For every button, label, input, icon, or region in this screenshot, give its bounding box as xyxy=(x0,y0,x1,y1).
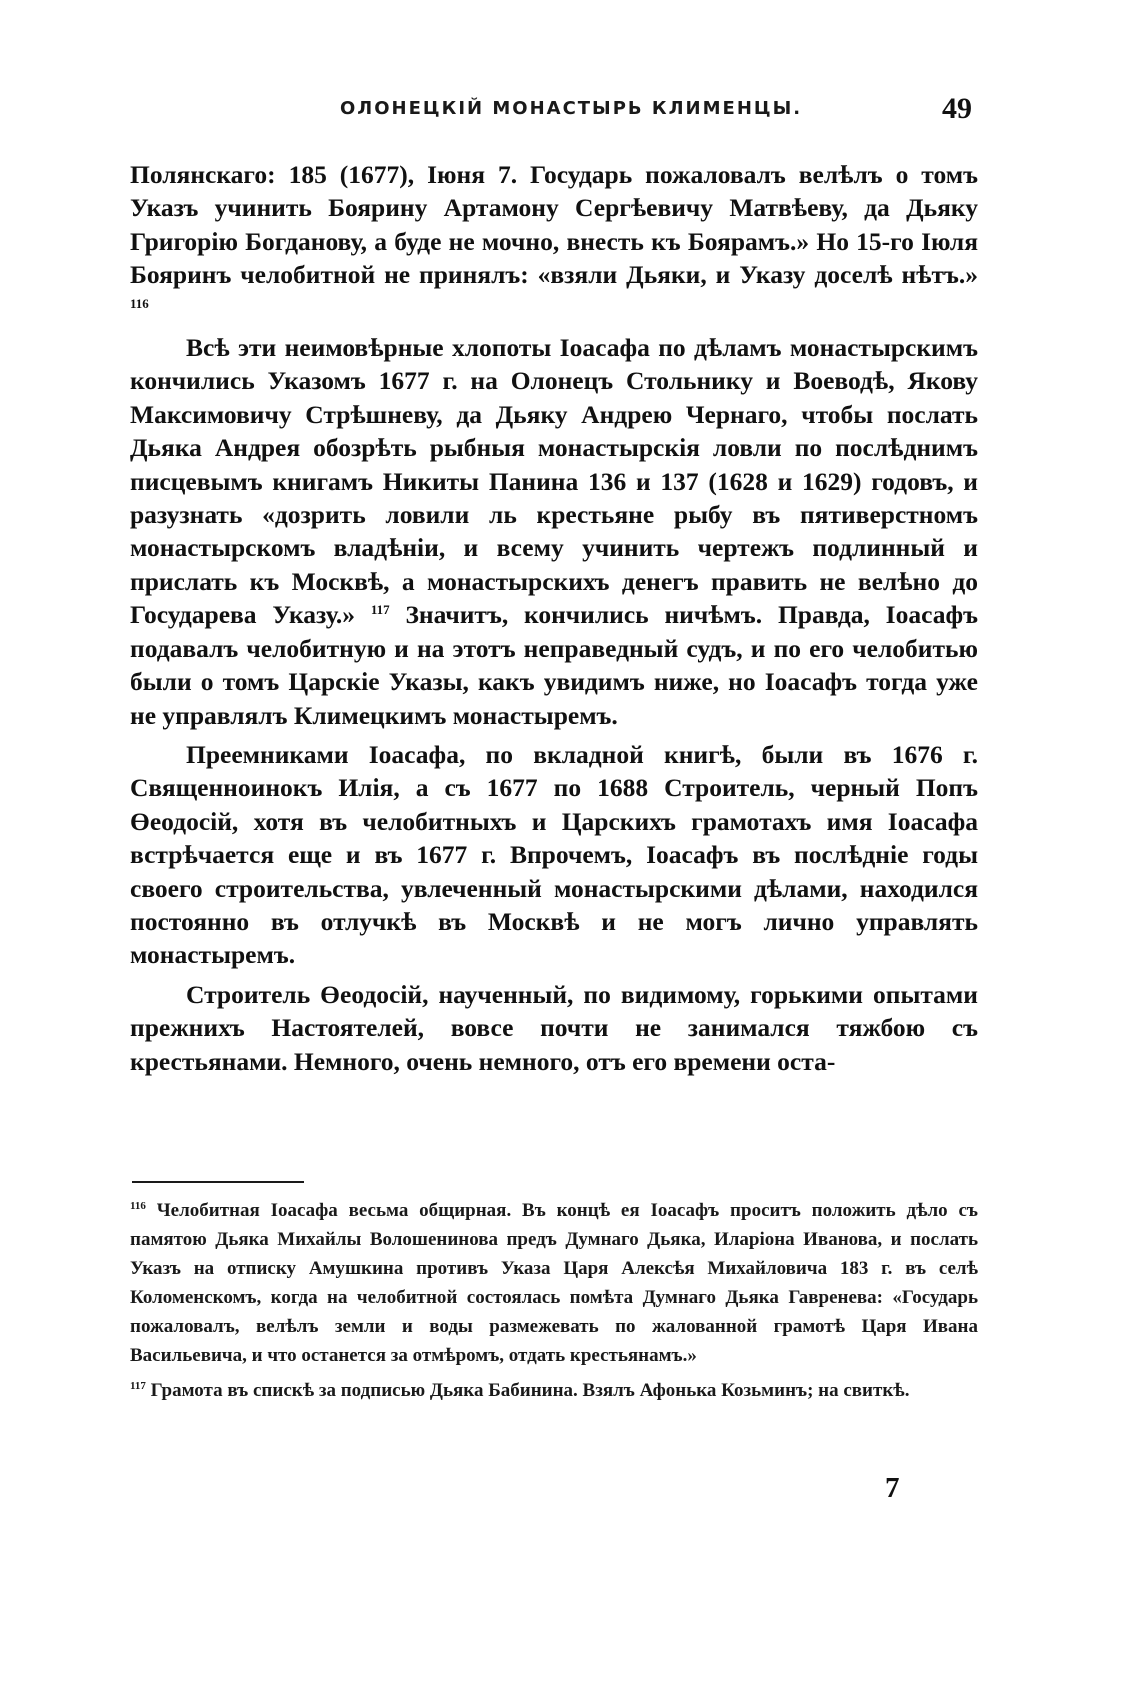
footnote-ref-117: 117 xyxy=(370,602,390,618)
paragraph-3 xyxy=(130,738,978,972)
footnotes xyxy=(130,1196,978,1411)
footnote-ref-116: 116 xyxy=(130,295,149,311)
footnote-number: 116 xyxy=(130,1200,146,1212)
paragraph-text: Строитель Өеодосій, наученный, по видимому, горькими опытами прежнихъ Настоятелей, вовсе почти не занимался тяжбою съ крестьянами. Немного, очень немного, отъ его времени оста- xyxy=(130,979,978,1076)
paragraph-text: Значитъ, кончились ничѣмъ. Правда, Іоасафъ подавалъ челобитную и на этотъ неправедный судъ, и по его челобитью были о томъ Царскіе Указы, какъ увидимъ ниже, но Іоасафъ тогда уже не управлялъ Климецкимъ монастыремъ. xyxy=(130,600,978,730)
footnote-116 xyxy=(130,1196,978,1370)
paragraph-text: Полянскаго: 185 (1677), Іюня 7. Государь пожаловалъ велѣлъ о томъ Указъ учинить Боярину Артамону Сергѣевичу Матвѣеву, да Дьяку Григорію Богданову, а буде не мочно, внесть къ Боярамъ.» Но 15-го Іюля Бояринъ челобитной не принялъ: «взяли Дьяки, и Указу доселѣ нѣтъ.» xyxy=(130,160,978,290)
paragraph-text: Преемниками Іоасафа, по вкладной книгѣ, были въ 1676 г. Священноинокъ Илія, а съ 1677 по 1688 Строитель, черный Попъ Өеодосій, хотя въ челобитныхъ и Царскихъ грамотахъ имя Іоасафа встрѣчается еще и въ 1677 г. Впрочемъ, Іоасафъ въ послѣдніе годы своего строительства, увлеченный монастырскими дѣлами, находился постоянно въ отлучкѣ въ Москвѣ и не могъ лично управлять монастыремъ. xyxy=(130,739,978,970)
paragraph-2 xyxy=(130,331,978,732)
footnote-text: Грамота въ спискѣ за подписью Дьяка Бабинина. Взялъ Афонька Козьминъ; на свиткѣ. xyxy=(150,1380,910,1401)
paragraph-text: Всѣ эти неимовѣрные хлопоты Іоасафа по дѣламъ монастырскимъ кончились Указомъ 1677 г. на Олонецъ Стольнику и Воеводѣ, Якову Максимовичу Стрѣшневу, да Дьяку Андрею Чернаго, чтобы послать Дьяка Андрея обозрѣть рыбныя монастырскія ловли по послѣднимъ писцевымъ книгамъ Никиты Панина 136 и 137 (1628 и 1629) годовъ, и разузнать «дозрить ловили ль крестьяне рыбу въ пятиверстномъ монастырскомъ владѣніи, и всему учинить чертежъ подлинный и прислать къ Москвѣ, а монастырскихъ денегъ править не велѣно до Государева Указу.» xyxy=(130,333,978,630)
signature-mark: 7 xyxy=(885,1472,900,1504)
page-number: 49 xyxy=(942,92,972,125)
paragraph-4 xyxy=(130,978,978,1078)
running-header xyxy=(130,92,978,132)
footnote-number: 117 xyxy=(130,1380,146,1392)
footnote-separator xyxy=(132,1181,304,1183)
running-title: ОЛОНЕЦКІЙ МОНАСТЫРЬ КЛИМЕНЦЫ. xyxy=(340,98,803,119)
paragraph-1 xyxy=(130,158,978,325)
footnote-text: Челобитная Іоасафа весьма общирная. Въ концѣ ея Іоасафъ проситъ положить дѣло съ памятою Дьяка Михайлы Волошенинова предъ Думнаго Дьяка, Иларіона Иванова, и послать Указъ на отписку Амушкина противъ Указа Царя Алексѣя Михайловича 183 г. въ селѣ Коломенскомъ, когда на челобитной состоялась помѣта Думнаго Дьяка Гавренева: «Государь пожаловалъ, велѣлъ земли и воды размежевать по жалованной грамотѣ Царя Ивана Васильевича, и что останется за отмѣромъ, отдать крестьянамъ.» xyxy=(130,1200,978,1366)
main-text xyxy=(130,158,978,1084)
footnote-117 xyxy=(130,1376,978,1405)
